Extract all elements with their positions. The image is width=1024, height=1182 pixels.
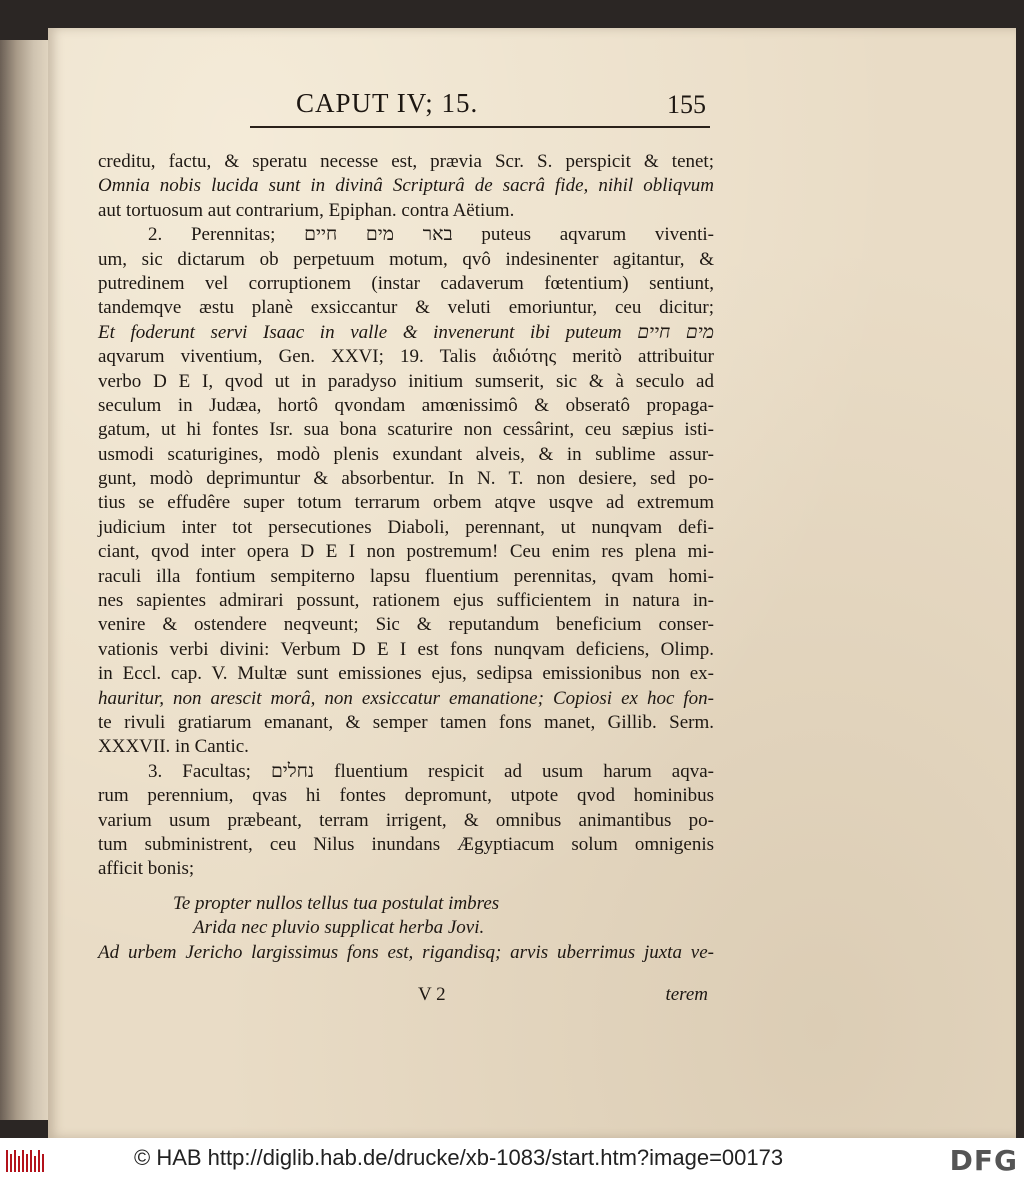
text-line: XXXVII. in Cantic.: [98, 736, 249, 758]
verse-line: Arida nec pluvio supplicat herba Jovi.: [193, 917, 485, 939]
running-head: CAPUT IV; 15.: [296, 88, 479, 118]
text-line: verbo D E I, qvod ut in paradyso initium sumserit, sic & à seculo ad: [98, 370, 714, 392]
page-number: 155: [667, 90, 706, 119]
page-header: [250, 86, 710, 126]
page-footer: [98, 984, 714, 1010]
dfg-logo: DFG: [949, 1144, 1018, 1177]
text-line: um, sic dictarum ob perpetuum motum, qvô indesinenter agitantur, &: [98, 248, 714, 270]
catchword: terem: [665, 984, 708, 1005]
text-line: Et foderunt servi Isaac in valle & invenerunt ibi puteum מים חיים: [98, 321, 714, 343]
adjacent-page-edge: [0, 40, 48, 1120]
text-line: afficit bonis;: [98, 858, 195, 880]
text-line: hauritur, non arescit morâ, non exsiccatur emanatione; Copiosi ex hoc fon-: [98, 687, 714, 709]
viewer-banner: [0, 1138, 1024, 1182]
text-line: aut tortuosum aut contrarium, Epiphan. contra Aëtium.: [98, 199, 515, 221]
text-line: rum perennium, qvas hi fontes depromunt, utpote qvod hominibus: [98, 785, 714, 807]
text-line: Ad urbem Jericho largissimus fons est, rigandisq; arvis uberrimus juxta ve-: [98, 941, 714, 963]
text-line: tum subministrent, ceu Nilus inundans Ægyptiacum solum omnigenis: [98, 833, 714, 855]
text-line: tius se effudêre super totum terrarum orbem atqve usqve ad extremum: [98, 492, 714, 514]
hab-logo-icon: [4, 1146, 48, 1176]
text-line: gunt, modò deprimuntur & absorbentur. In N. T. non desiere, sed po-: [98, 468, 714, 490]
text-line: judicium inter tot persecutiones Diaboli, perennant, ut nunqvam defi-: [98, 516, 714, 538]
verse-line: Te propter nullos tellus tua postulat imbres: [173, 892, 500, 914]
signature-mark: V 2: [418, 984, 446, 1005]
text-line: creditu, factu, & speratu necesse est, prævia Scr. S. perspicit & tenet;: [98, 151, 714, 172]
text-line: 3. Facultas; נחלים fluentium respicit ad usum harum aqva-: [148, 760, 714, 782]
text-line: in Eccl. cap. V. Multæ sunt emissiones ejus, sedipsa emissionibus non ex-: [98, 663, 714, 685]
text-line: Omnia nobis lucida sunt in divinâ Scripturâ de sacrâ fide, nihil obliqvum: [98, 175, 714, 197]
text-line: raculi illa fontium sempiterno lapsu fluentium perennitas, qvam homi-: [98, 565, 714, 587]
text-line: tandemqve æstu planè exsiccantur & veluti emoriuntur, ceu dicitur;: [98, 297, 714, 319]
source-url-text: © HAB http://diglib.hab.de/drucke/xb-1083/start.htm?image=00173: [134, 1145, 784, 1170]
text-line: venire & ostendere neqveunt; Sic & reputandum beneficium conser-: [98, 614, 714, 636]
text-line: seculum in Judæa, hortô qvondam amœnissimô & obseratô propaga-: [98, 394, 714, 416]
text-line: vationis verbi divini: Verbum D E I est fons nunqvam deficiens, Olimp.: [98, 638, 714, 660]
text-line: te rivuli gratiarum emanant, & semper tamen fons manet, Gillib. Serm.: [98, 711, 714, 733]
header-rule: [250, 126, 710, 128]
text-line: varium usum præbeant, terram irrigent, & omnibus animantibus po-: [98, 809, 714, 831]
text-line: 2. Perennitas; באר מים חיים puteus aqvarum viventi-: [148, 224, 714, 246]
text-line: gatum, ut hi fontes Isr. sua bona scaturire non cessârint, ceu sæpius isti-: [98, 419, 714, 441]
text-line: aqvarum viventium, Gen. XXVI; 19. Talis ἀιδιότης meritò attribuitur: [98, 346, 714, 368]
text-line: putredinem vel corruptionem (instar cadaverum fœtentium) sentiunt,: [98, 272, 714, 294]
text-line: nes sapientes admirari possunt, rationem ejus sufficientem in natura in-: [98, 590, 714, 612]
text-line: usmodi scaturigines, modò plenis exundant alveis, & in sublime assur-: [98, 443, 714, 465]
body-text: [98, 150, 714, 965]
text-line: ciant, qvod inter opera D E I non postremum! Ceu enim res plena mi-: [98, 541, 714, 563]
